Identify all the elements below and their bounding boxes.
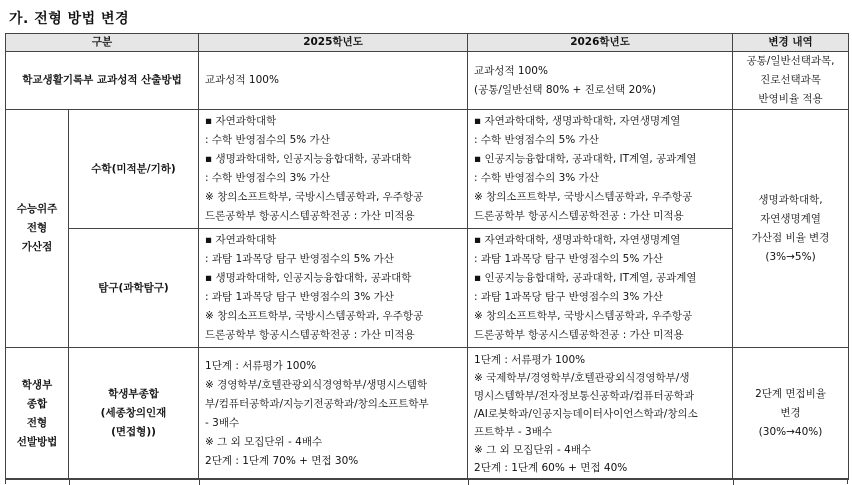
text-line: 2단계 면접비율: [755, 388, 826, 400]
text-line: 선발방법: [16, 435, 58, 448]
cell-2025-hakjong: [199, 348, 468, 480]
sub-label-math: 수학(미적분/기하): [69, 110, 199, 229]
text-line: 부/컴퓨터공학과/지능기전공학과/창의소프트학부: [205, 397, 429, 410]
sub-label-hakjong: [69, 348, 199, 480]
header-category: 구분: [6, 34, 199, 52]
text-line: (3%→5%): [765, 250, 816, 263]
text-line: : 수학 반영점수의 5% 가산: [474, 134, 599, 146]
text-line: ▪ 인공지능융합대학, 공과대학, IT계열, 공과계열: [474, 153, 697, 165]
text-line: 2단계 : 1단계 60% + 면접 40%: [474, 461, 628, 474]
table-row-explore: [6, 229, 849, 348]
row-label-grade-calc: 학교생활기록부 교과성적 산출방법: [6, 52, 199, 110]
text-line: : 과탐 1과목당 탐구 반영점수의 5% 가산: [205, 253, 394, 265]
table-row-grade-calc: [6, 52, 849, 110]
header-2026: 2026학년도: [468, 34, 733, 52]
text-line: ※ 국제학부/경영학부/호텔관광외식경영학부/생: [474, 371, 690, 384]
text-line: ※ 경영학부/호텔관광외식경영학부/생명시스템학: [205, 378, 428, 391]
cell-2025-math: [199, 110, 468, 229]
cell-change-suneung: [733, 110, 849, 348]
text-line: (30%→40%): [758, 426, 823, 438]
cell-2026-math: [468, 110, 733, 229]
text-line: : 과탐 1과목당 탐구 반영점수의 3% 가산: [205, 291, 394, 303]
text-line: : 수학 반영점수의 5% 가산: [205, 134, 330, 146]
text-line: 종합: [26, 397, 48, 410]
text-line: 학생부: [21, 378, 53, 391]
header-change: 변경 내역: [733, 34, 849, 52]
text-line: ※ 그 외 모집단위 - 4배수: [205, 435, 323, 448]
text-line: /AI로봇학과/인공지능데이터사이언스학과/창의소: [474, 407, 698, 420]
text-line: 명시스템학부/전자정보통신공학과/컴퓨터공학과: [474, 389, 695, 402]
text-line: 변경: [780, 407, 801, 419]
text-line: ▪ 자연과학대학, 생명과학대학, 자연생명계열: [474, 115, 681, 127]
text-line: 드론공학부 항공시스템공학전공 : 가산 미적용: [205, 329, 415, 341]
text-line: : 과탐 1과목당 탐구 반영점수의 3% 가산: [474, 291, 663, 303]
text-line: 전형: [26, 222, 48, 234]
cell-2026-hakjong: [468, 348, 733, 480]
text-line: 교과성적 100%: [474, 64, 548, 77]
text-line: (면접형)): [111, 426, 156, 438]
text-line: 가산점 비율 변경: [751, 231, 830, 244]
text-line: : 수학 반영점수의 3% 가산: [474, 172, 599, 184]
divider: [199, 479, 200, 485]
text-line: 수능위주: [16, 203, 58, 215]
text-line: ▪ 자연과학대학, 생명과학대학, 자연생명계열: [474, 234, 681, 246]
next-row-strip: [5, 478, 848, 484]
text-line: ▪ 생명과학대학, 인공지능융합대학, 공과대학: [205, 272, 412, 284]
text-line: (세종창의인재: [100, 407, 167, 419]
cell-2026-grade-calc: [468, 52, 733, 110]
text-line: ※ 창의소프트학부, 국방시스템공학과, 우주항공: [474, 310, 693, 322]
text-line: 드론공학부 항공시스템공학전공 : 가산 미적용: [474, 329, 684, 341]
cell-change-grade-calc: [733, 52, 849, 110]
text-line: 1단계 : 서류평가 100%: [474, 353, 586, 366]
text-line: : 과탐 1과목당 탐구 반영점수의 5% 가산: [474, 253, 663, 265]
text-line: ▪ 인공지능융합대학, 공과대학, IT계열, 공과계열: [474, 272, 697, 284]
text-line: - 3배수: [205, 416, 240, 429]
text-line: : 수학 반영점수의 3% 가산: [205, 172, 330, 184]
text-line: ※ 그 외 모집단위 - 4배수: [474, 443, 592, 456]
text-line: ▪ 자연과학대학: [205, 115, 277, 127]
table-header-row: [6, 34, 849, 52]
page-heading: 가. 전형 방법 변경: [9, 11, 130, 27]
text-line: 프트학부 - 3배수: [474, 425, 553, 438]
sub-label-explore: 탐구(과학탐구): [69, 229, 199, 348]
text-line: 반영비율 적용: [758, 93, 823, 105]
cell-change-hakjong: [733, 348, 849, 480]
group-label-suneung: [6, 110, 69, 348]
text-line: ※ 창의소프트학부, 국방시스템공학과, 우주항공: [205, 310, 424, 322]
text-line: 진로선택과목: [760, 74, 821, 86]
cell-2025-explore: [199, 229, 468, 348]
text-line: 2단계 : 1단계 70% + 면접 30%: [205, 454, 359, 467]
text-line: 공통/일반선택과목,: [746, 55, 835, 67]
text-line: 드론공학부 항공시스템공학전공 : 가산 미적용: [474, 210, 684, 222]
text-line: (공통/일반선택 80% + 진로선택 20%): [474, 83, 656, 96]
divider: [733, 479, 734, 485]
text-line: 생명과학대학,: [758, 193, 823, 206]
text-line: 학생부종합: [108, 388, 159, 400]
group-label-hakjong: [6, 348, 69, 480]
text-line: 가산점: [21, 241, 53, 253]
text-line: ▪ 자연과학대학: [205, 234, 277, 246]
header-2025: 2025학년도: [199, 34, 468, 52]
table-row-math: [6, 110, 849, 229]
text-line: 교과성적 100%: [205, 74, 279, 86]
divider: [69, 479, 70, 485]
text-line: ▪ 생명과학대학, 인공지능융합대학, 공과대학: [205, 153, 412, 165]
cell-2025-grade-calc: [199, 52, 468, 110]
text-line: 자연생명계열: [760, 212, 821, 225]
text-line: ※ 창의소프트학부, 국방시스템공학과, 우주항공: [205, 191, 424, 203]
text-line: 드론공학부 항공시스템공학전공 : 가산 미적용: [205, 210, 415, 222]
text-line: ※ 창의소프트학부, 국방시스템공학과, 우주항공: [474, 191, 693, 203]
table-row-hakjong: [6, 348, 849, 480]
text-line: 전형: [26, 416, 48, 429]
admission-change-table: [5, 33, 849, 480]
cell-2026-explore: [468, 229, 733, 348]
divider: [468, 479, 469, 485]
text-line: 1단계 : 서류평가 100%: [205, 359, 317, 372]
